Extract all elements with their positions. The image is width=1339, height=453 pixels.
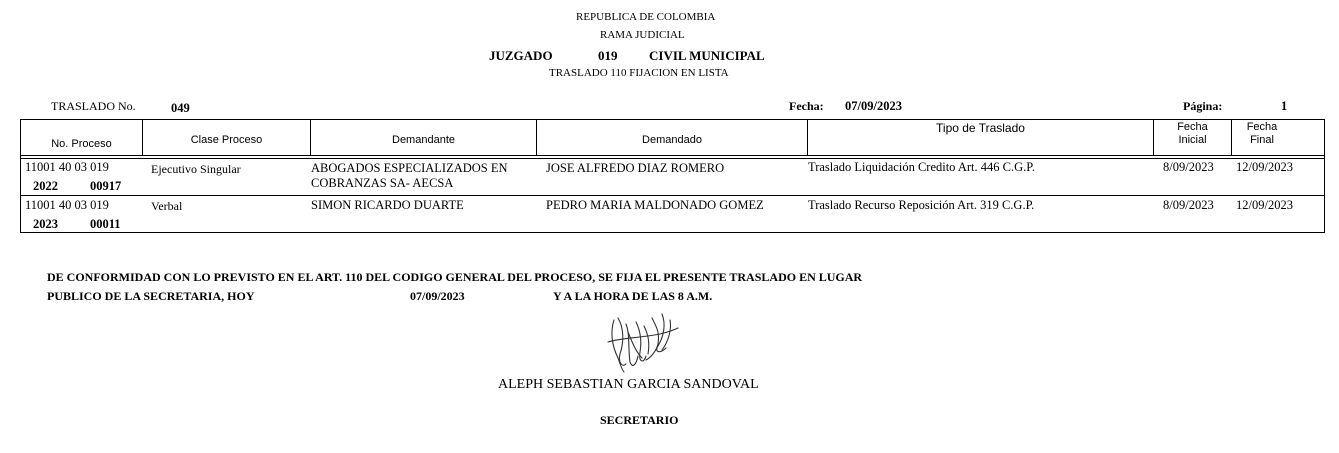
row-rule — [20, 195, 1325, 196]
header-rama-judicial: RAMA JUDICIAL — [600, 29, 685, 41]
signature-scribble-icon — [600, 312, 682, 376]
header-juzgado-type: CIVIL MUNICIPAL — [649, 48, 765, 63]
signer-name: ALEPH SEBASTIAN GARCIA SANDOVAL — [498, 377, 759, 392]
footer-statement-line2: PUBLICO DE LA SECRETARIA, HOY — [47, 289, 255, 303]
row2-fecha-inicial: 8/09/2023 — [1163, 198, 1214, 212]
col-header-demandante: Demandante — [392, 134, 455, 146]
traslado-label: TRASLADO No. — [51, 99, 136, 113]
header-juzgado-label: JUZGADO — [489, 48, 553, 63]
header-republica: REPUBLICA DE COLOMBIA — [576, 11, 716, 23]
fecha-value: 07/09/2023 — [845, 99, 902, 113]
header-rule — [20, 155, 1325, 156]
row2-fecha-final: 12/09/2023 — [1236, 198, 1293, 212]
footer-statement-hour: Y A LA HORA DE LAS 8 A.M. — [553, 289, 713, 303]
col-header-fecha-inicial-2: Inicial — [1178, 134, 1207, 146]
row2-clase: Verbal — [151, 199, 183, 213]
col-header-fecha-final-1: Fecha — [1246, 121, 1278, 133]
row1-demandante: ABOGADOS ESPECIALIZADOS EN COBRANZAS SA- AECSA — [311, 161, 508, 190]
row1-tipo: Traslado Liquidación Credito Art. 446 C.G.P. — [808, 160, 1035, 174]
pagina-label: Página: — [1183, 99, 1223, 113]
row1-fecha-inicial: 8/09/2023 — [1163, 160, 1214, 174]
row2-demandado: PEDRO MARIA MALDONADO GOMEZ — [546, 198, 764, 212]
col-header-proceso: No. Proceso — [51, 138, 112, 150]
col-header-tipo: Tipo de Traslado — [936, 121, 1025, 135]
header-juzgado-number: 019 — [598, 48, 618, 63]
col-header-demandado: Demandado — [642, 134, 702, 146]
col-header-clase: Clase Proceso — [190, 134, 263, 146]
row2-proceso-year: 2023 — [33, 217, 58, 231]
row1-fecha-final: 12/09/2023 — [1236, 160, 1293, 174]
footer-statement-date: 07/09/2023 — [410, 289, 465, 303]
row1-proceso-num: 00917 — [90, 179, 122, 193]
traslado-number: 049 — [171, 101, 190, 115]
col-header-fecha-final-2: Final — [1250, 134, 1274, 146]
col-header-fecha-inicial-1: Fecha — [1177, 121, 1208, 133]
fecha-label: Fecha: — [789, 99, 824, 113]
row1-proceso-year: 2022 — [33, 179, 58, 193]
footer-statement-line1: DE CONFORMIDAD CON LO PREVISTO EN EL ART. 110 DEL CODIGO GENERAL DEL PROCESO, SE FIJA EL PRESENTE TRASLADO EN LUGAR — [47, 270, 863, 284]
signer-title: SECRETARIO — [600, 413, 679, 427]
row2-demandante: SIMON RICARDO DUARTE — [311, 198, 464, 212]
row1-demandado: JOSE ALFREDO DIAZ ROMERO — [546, 161, 725, 175]
row2-tipo: Traslado Recurso Reposición Art. 319 C.G.P. — [808, 198, 1035, 212]
row2-proceso-num: 00011 — [90, 217, 121, 231]
row1-clase: Ejecutivo Singular — [151, 162, 241, 176]
row1-proceso-codigo: 11001 40 03 019 — [25, 160, 109, 174]
header-rule — [20, 158, 1325, 159]
row2-proceso-codigo: 11001 40 03 019 — [25, 198, 109, 212]
header-traslado-fijacion: TRASLADO 110 FIJACION EN LISTA — [549, 67, 729, 79]
pagina-value: 1 — [1281, 99, 1288, 113]
